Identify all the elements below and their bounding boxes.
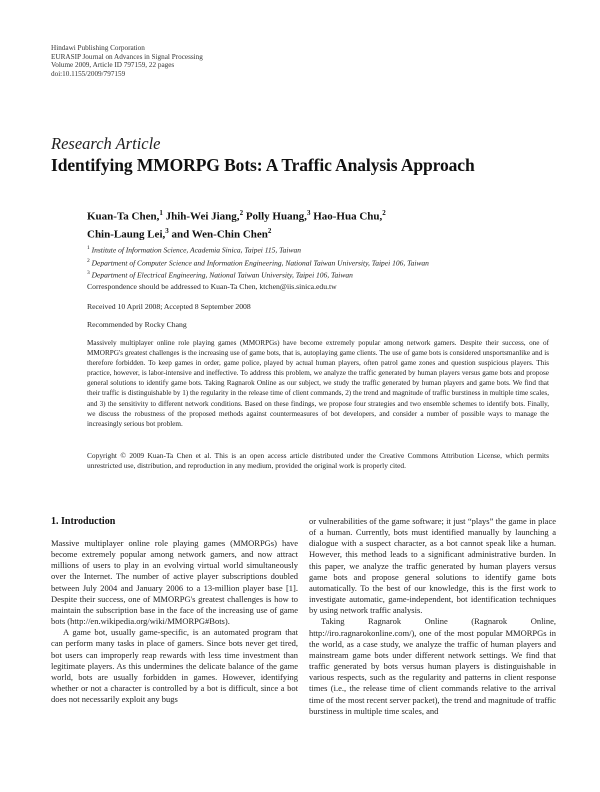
affiliation-text: Institute of Information Science, Academia Sinica, Taipei 115, Taiwan — [91, 245, 301, 255]
body-paragraph: Taking Ragnarok Online (Ragnarok Online, http://iro.ragnarokonline.com/), one of the most popular MMORPGs in the world, as a case study, we analyze the traffic of human players and mainstream game bots under different network settings. We find that traffic generated by bots versus human players is distinguishable in various respects, such as the regularity and patterns in client response times (i.e., the release time of client commands relative to the arrival time of the most recent server packet), the trend and magnitude of traffic burstiness in multiple time scales, and — [309, 616, 556, 716]
affiliation-mark: 3 — [87, 270, 90, 277]
author-name: and Wen-Chin Chen — [168, 228, 268, 241]
affiliation-item — [87, 268, 429, 281]
author-affil-mark: 2 — [382, 209, 386, 217]
copyright-notice: Copyright © 2009 Kuan-Ta Chen et al. This is an open access article distributed under the Creative Commons Attribution License, which permits unrestricted use, distribution, and reproduction in any medium, provided the original work is properly cited. — [87, 451, 549, 471]
author-affil-mark: 3 — [165, 227, 169, 236]
journal-name: EURASIP Journal on Advances in Signal Processing — [51, 52, 203, 61]
affiliation-item — [87, 256, 429, 269]
affiliation-item — [87, 243, 429, 256]
author-name: Jhih-Wei Jiang, — [162, 210, 240, 223]
author-affil-mark: 1 — [159, 209, 163, 217]
affiliation-text: Department of Computer Science and Information Engineering, National Taiwan University, Taipei 106, Taiwan — [91, 258, 429, 268]
doi: doi:10.1155/2009/797159 — [51, 69, 126, 78]
author-list — [87, 206, 386, 242]
author-name: Chin-Laung Lei, — [87, 228, 166, 241]
section-heading: 1. Introduction — [51, 516, 116, 527]
article-type: Research Article — [51, 134, 161, 153]
right-column — [309, 516, 556, 717]
abstract: Massively multiplayer online role playing games (MMORPGs) have become extremely popular among network gamers. Despite their success, one of MMORPG's greatest challenges is the increasing use of game bots, that is, autoplaying game clients. The use of game bots is considered unsportsmanlike and is therefore forbidden. To keep games in order, game police, played by actual human players, often patrol game zones and question suspicious players. This practice, however, is labor-intensive and ineffective. To address this problem, we analyze the traffic generated by human players versus game bots and propose general solutions to identify game bots. Taking Ragnarok Online as our subject, we study the traffic generated by human players and game bots. We find that their traffic is distinguishable by 1) the regularity in the release time of client commands, 2) the trend and magnitude of traffic burstiness in multiple time scales, and 3) the sensitivity to different network conditions. Based on these findings, we propose four strategies and two ensemble schemes to identify bots. Finally, we discuss the robustness of the proposed methods against countermeasures of bot developers, and consider a number of possible ways to manage the increasingly serious bot problem. — [87, 339, 549, 428]
body-paragraph: Massive multiplayer online role playing games (MMORPGs) have become extremely popular among network gamers, and now attract millions of users to play in an evolving virtual world simultaneously over the Internet. The number of active player subscriptions doubled between July 2004 and January 2006 to a 13-million player base [1]. Despite their success, one of MMORPG's greatest challenges is how to maintain the subscription base in the face of the increasing use of game bots (http://en.wikipedia.org/wiki/MMORPG#Bots). — [51, 538, 298, 627]
volume-info: Volume 2009, Article ID 797159, 22 pages — [51, 61, 175, 70]
author-name: Hao-Hua Chu, — [310, 210, 383, 223]
left-column — [51, 538, 298, 705]
author-name: Kuan-Ta Chen, — [87, 210, 160, 223]
received-accepted-dates: Received 10 April 2008; Accepted 8 September 2008 — [87, 302, 251, 311]
publisher-name: Hindawi Publishing Corporation — [51, 44, 145, 52]
affiliations — [87, 243, 429, 281]
author-line-2 — [87, 224, 386, 242]
publication-info — [51, 44, 203, 78]
author-name: Polly Huang, — [243, 210, 307, 223]
body-paragraph: or vulnerabilities of the game software; it just “plays” the game in place of a human. Currently, bots must identified manually by launching a dialogue with a suspect character, as a bot cannot speak like a human. However, this method leads to a significant administrative burden. In this paper, we analyze the traffic generated by human players versus game bots and propose general solutions to identify game bots automatically. To the best of our knowledge, this is the first work to investigate automatic, game-independent, bot identification techniques by using network traffic analysis. — [309, 516, 556, 616]
recommended-by: Recommended by Rocky Chang — [87, 320, 187, 329]
paper-title: Identifying MMORPG Bots: A Traffic Analysis Approach — [51, 155, 475, 175]
affiliation-mark: 2 — [87, 257, 90, 264]
author-affil-mark: 2 — [267, 227, 272, 236]
author-line-1 — [87, 206, 386, 224]
author-affil-mark: 2 — [239, 209, 244, 217]
correspondence: Correspondence should be addressed to Kuan-Ta Chen, ktchen@iis.sinica.edu.tw — [87, 282, 337, 291]
body-paragraph: A game bot, usually game-specific, is an automated program that can perform many tasks in place of gamers. Since bots never get tired, bot users can improperly reap rewards with less time investment than legitimate players. As this undermines the delicate balance of the game world, bots are usually forbidden in games. However, identifying whether or not a character is controlled by a bot is difficult, since a bot does not necessarily exploit any bugs — [51, 627, 298, 705]
affiliation-text: Department of Electrical Engineering, National Taiwan University, Taipei 106, Taiwan — [91, 270, 353, 280]
affiliation-mark: 1 — [87, 245, 90, 251]
author-affil-mark: 3 — [306, 209, 311, 217]
